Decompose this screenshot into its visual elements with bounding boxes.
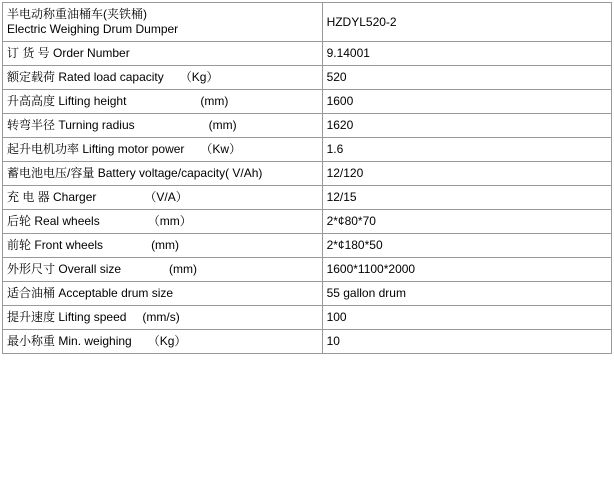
header-value-cell: HZDYL520-2 — [322, 3, 611, 42]
spec-label-cell — [3, 210, 323, 234]
spec-label — [7, 46, 317, 61]
spec-unit: （Kg） — [147, 334, 187, 348]
spec-label-cn: 起升电机功率 — [7, 142, 80, 156]
header-label-en: Electric Weighing Drum Dumper — [7, 22, 179, 36]
spec-label-en: Battery voltage/capacity( V/Ah) — [97, 166, 263, 180]
table-row — [3, 330, 612, 354]
spec-label-cn: 提升速度 — [7, 310, 56, 324]
spec-unit: (mm) — [200, 94, 229, 108]
table-row-header — [3, 3, 612, 42]
spec-label-cell — [3, 114, 323, 138]
spec-label-en: Order Number — [53, 46, 130, 60]
spec-unit: （mm） — [147, 214, 192, 228]
spec-label-cell — [3, 162, 323, 186]
spec-label-en: Rated load capacity — [58, 70, 164, 84]
table-row — [3, 66, 612, 90]
spec-label — [7, 190, 317, 205]
spec-value-cell: 1620 — [322, 114, 611, 138]
table-row — [3, 258, 612, 282]
spec-value-cell: 1.6 — [322, 138, 611, 162]
spec-label-cell — [3, 282, 323, 306]
spec-label-en: Real wheels — [34, 214, 100, 228]
spec-label-en: Min. weighing — [58, 334, 132, 348]
spec-label-cell — [3, 234, 323, 258]
table-row — [3, 186, 612, 210]
spec-label-cn: 充 电 器 — [7, 190, 50, 204]
spec-label-cell — [3, 306, 323, 330]
spec-label-en: Lifting height — [58, 94, 127, 108]
spec-value-cell: 1600 — [322, 90, 611, 114]
spec-label — [7, 310, 317, 325]
spec-label — [7, 70, 317, 85]
spec-label — [7, 166, 317, 181]
spec-value-cell: 12/15 — [322, 186, 611, 210]
spec-value-cell: 100 — [322, 306, 611, 330]
spec-label-cell — [3, 138, 323, 162]
spec-label-en: Overall size — [58, 262, 122, 276]
header-label-cell — [3, 3, 323, 42]
spec-label-en: Lifting speed — [58, 310, 127, 324]
spec-label — [7, 118, 317, 133]
spec-unit: (mm) — [151, 238, 180, 252]
spec-label — [7, 262, 317, 277]
specification-table — [2, 2, 612, 354]
spec-label-cn: 蓄电池电压/容量 — [7, 166, 95, 180]
spec-label — [7, 94, 317, 109]
header-label-cn: 半电动称重油桶车(夹铁桶) — [7, 7, 147, 21]
spec-value-cell: 520 — [322, 66, 611, 90]
spec-label-cn: 订 货 号 — [7, 46, 50, 60]
spec-value-cell: 2*¢180*50 — [322, 234, 611, 258]
spec-label-en: Turning radius — [58, 118, 135, 132]
spec-value-cell: 9.14001 — [322, 42, 611, 66]
spec-label — [7, 334, 317, 349]
spec-value-cell: 2*¢80*70 — [322, 210, 611, 234]
table-row — [3, 210, 612, 234]
table-row — [3, 42, 612, 66]
spec-label-en: Charger — [53, 190, 97, 204]
table-row — [3, 114, 612, 138]
spec-label — [7, 286, 317, 301]
spec-label-en: Acceptable drum size — [58, 286, 174, 300]
spec-label-cell — [3, 90, 323, 114]
table-row — [3, 234, 612, 258]
table-row — [3, 90, 612, 114]
table-row — [3, 138, 612, 162]
spec-label-cn: 前轮 — [7, 238, 32, 252]
spec-label-cn: 额定载荷 — [7, 70, 56, 84]
spec-label-en: Front wheels — [34, 238, 104, 252]
spec-unit: (mm/s) — [142, 310, 180, 324]
spec-label-en: Lifting motor power — [82, 142, 185, 156]
spec-label — [7, 142, 317, 157]
spec-unit: （Kg） — [179, 70, 219, 84]
table-row — [3, 162, 612, 186]
spec-label-cell — [3, 258, 323, 282]
spec-label-cn: 转弯半径 — [7, 118, 56, 132]
spec-value-cell: 55 gallon drum — [322, 282, 611, 306]
spec-label-cell — [3, 330, 323, 354]
spec-unit: (mm) — [208, 118, 237, 132]
spec-label-cn: 外形尺寸 — [7, 262, 56, 276]
spec-label-cn: 最小称重 — [7, 334, 56, 348]
spec-unit: (mm) — [169, 262, 198, 276]
spec-value-cell: 10 — [322, 330, 611, 354]
spec-label-cn: 后轮 — [7, 214, 32, 228]
spec-label-cell — [3, 42, 323, 66]
spec-label-cn: 升高高度 — [7, 94, 56, 108]
spec-label-cell — [3, 66, 323, 90]
spec-label-cn: 适合油桶 — [7, 286, 56, 300]
spec-unit: （Kw） — [200, 142, 242, 156]
table-row — [3, 306, 612, 330]
spec-label — [7, 238, 317, 253]
spec-label-cell — [3, 186, 323, 210]
table-row — [3, 282, 612, 306]
table-body — [3, 3, 612, 354]
spec-value-cell: 12/120 — [322, 162, 611, 186]
spec-value-cell: 1600*1100*2000 — [322, 258, 611, 282]
spec-unit: （V/A） — [144, 190, 188, 204]
spec-label — [7, 214, 317, 229]
